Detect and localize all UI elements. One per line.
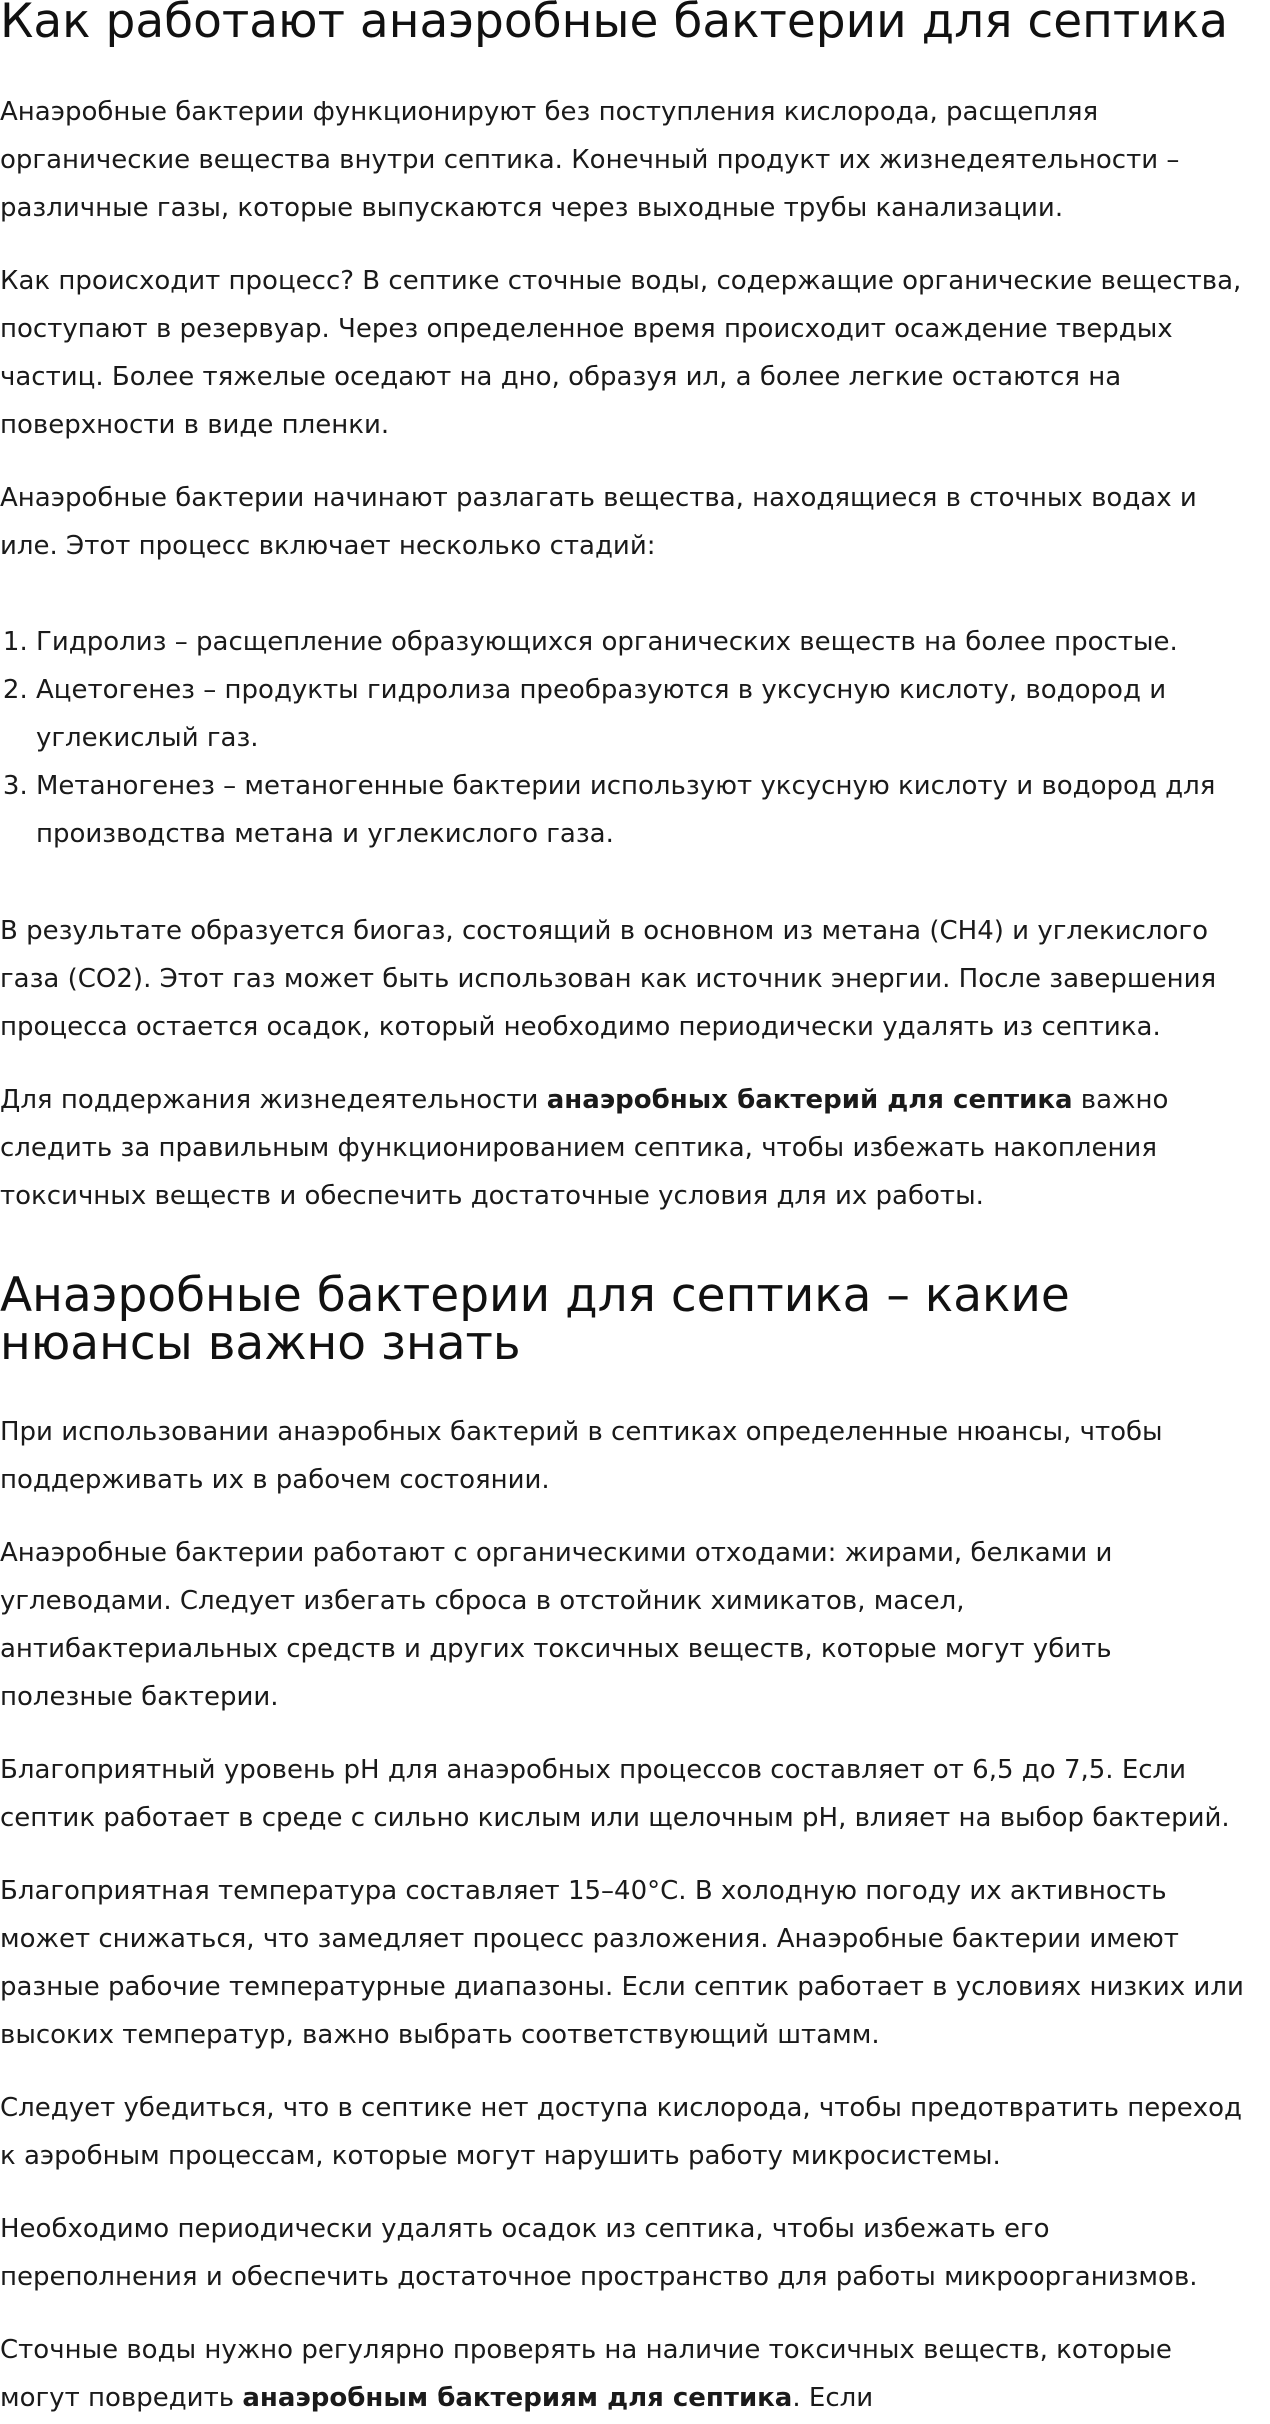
paragraph-intro: Анаэробные бактерии функционируют без поступления кислорода, расщепляя органические вещества внутри септика. Конечный продукт их жизнедеятельности – различные газы, которые выпускаются через выходные трубы канализации.	[0, 97, 1180, 223]
paragraph-temperature: Благоприятная температура составляет 15–40°C. В холодную погоду их активность может снижаться, что замедляет процесс разложения. Анаэробные бактерии имеют разные рабочие температурные диапазоны. Если септик работает в условиях низких или высоких температур, важно выбрать соответствующий штамм.	[0, 1876, 1244, 2050]
paragraph-nuances-intro: При использовании анаэробных бактерий в септиках определенные нюансы, чтобы поддерживать их в рабочем состоянии.	[0, 1417, 1163, 1495]
list-item: 2. Ацетогенез – продукты гидролиза преобразуются в уксусную кислоту, водород и углекислый газ.	[36, 666, 1250, 762]
list-item: 3. Метаногенез – метаногенные бактерии используют уксусную кислоту и водород для производства метана и углекислого газа.	[36, 762, 1250, 858]
article-heading-how-bacteria-work: Как работают анаэробные бактерии для септика	[0, 0, 1229, 49]
paragraph-maintenance-text-start: Для поддержания жизнедеятельности	[0, 1085, 547, 1115]
keyword-anaerobic-bacteria: анаэробных бактерий для септика	[546, 1085, 1073, 1115]
paragraph-ph-level: Благоприятный уровень pH для анаэробных процессов составляет от 6,5 до 7,5. Если септик работает в среде с сильно кислым или щелочным pH, влияет на выбор бактерий.	[0, 1755, 1230, 1833]
paragraph-sludge-removal: Необходимо периодически удалять осадок из септика, чтобы избежать его переполнения и обеспечить достаточное пространство для работы микроорганизмов.	[0, 2214, 1198, 2292]
paragraph-toxic-check	[0, 2326, 1250, 2422]
paragraph-maintenance-text-end: важно следить за правильным функционированием септика, чтобы избежать накопления токсичных веществ и обеспечить достаточные условия для их работы.	[0, 1085, 1169, 1211]
paragraph-organic-waste: Анаэробные бактерии работают с органическими отходами: жирами, белками и углеводами. Следует избегать сброса в отстойник химикатов, масел, антибактериальных средств и других токсичных веществ, которые могут убить полезные бактерии.	[0, 1538, 1113, 1712]
keyword-anaerobic-bacteria-dative: анаэробным бактериям для септика	[242, 2383, 793, 2413]
paragraph-biogas: В результате образуется биогаз, состоящий в основном из метана (CH4) и углекислого газа (CO2). Этот газ может быть использован как источник энергии. После завершения процесса остается осадок, который необходимо периодически удалять из септика.	[0, 916, 1217, 1042]
paragraph-process: Как происходит процесс? В септике сточные воды, содержащие органические вещества, поступают в резервуар. Через определенное время происходит осаждение твердых частиц. Более тяжелые оседают на дно, образуя ил, а более легкие остаются на поверхности в виде пленки.	[0, 266, 1242, 440]
paragraph-stages-intro: Анаэробные бактерии начинают разлагать вещества, находящиеся в сточных водах и иле. Этот процесс включает несколько стадий:	[0, 483, 1197, 561]
paragraph-oxygen: Следует убедиться, что в септике нет доступа кислорода, чтобы предотвратить переход к аэробным процессам, которые могут нарушить работу микросистемы.	[0, 2093, 1242, 2171]
paragraph-toxic-check-text-end: . Если	[792, 2383, 874, 2413]
paragraph-toxic-check-text-start: Сточные воды нужно регулярно проверять на наличие токсичных веществ, которые могут повредить	[0, 2335, 1172, 2413]
paragraph-maintenance	[0, 1076, 1250, 1220]
stages-list	[0, 618, 1250, 858]
article-heading-nuances: Анаэробные бактерии для септика – какие нюансы важно знать	[0, 1268, 1070, 1371]
list-item: 1. Гидролиз – расщепление образующихся органических веществ на более простые.	[36, 618, 1250, 666]
